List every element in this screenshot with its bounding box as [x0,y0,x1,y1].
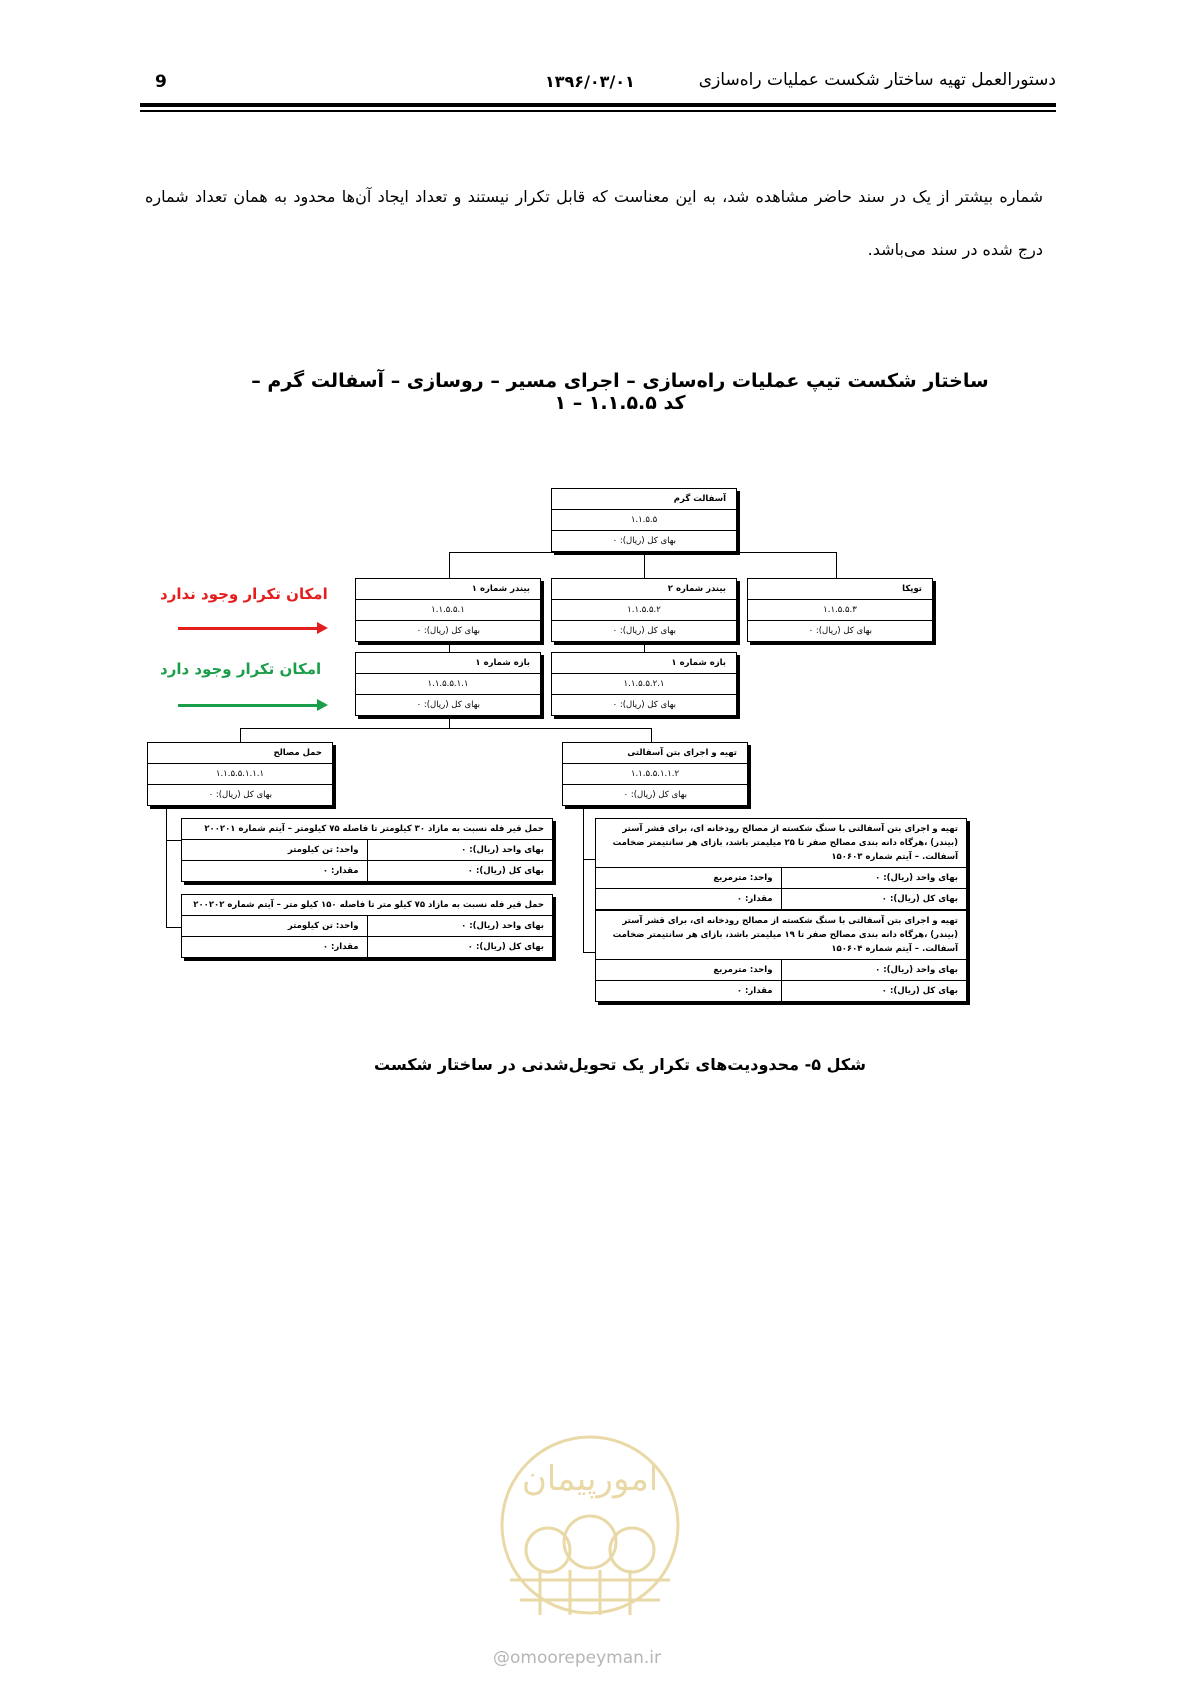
node-name: بازه شماره ۱ [552,653,736,674]
item-unit: واحد: مترمربع [713,965,773,975]
header-date: ۱۳۹۶/۰۳/۰۱ [545,72,635,91]
node-name: حمل مصالح [148,743,332,764]
item-total: بهای کل (ریال): ۰ [781,889,967,909]
node-cost: بهای کل (ریال): ۰ [808,626,872,636]
item-unit: واحد: تن کیلومتر [287,921,359,931]
wbs-item-2 [181,894,553,958]
watermark-logo-text: امورپیمان [521,1459,659,1499]
item-unit-price: بهای واحد (ریال): ۰ [781,868,967,888]
figure-title: ساختار شکست تیپ عملیات راه‌سازی – اجرای مسیر – روسازی – آسفالت گرم – کد ۱.۱.۵.۵ – ۱ [251,370,989,414]
node-name: توپکا [748,579,932,600]
page-number: 9 [155,72,167,92]
watermark-logo [470,1430,710,1620]
figure-caption: شکل ۵- محدودیت‌های تکرار یک تحویل‌شدنی در ساختار شکست [374,1055,866,1074]
item-description: تهیه و اجرای بتن آسفالتی با سنگ شکسته از مصالح رودخانه ای، برای قشر آستر (بیندر) ،هرگاه دانه بندی مصالح صفر تا ۱۹ میلیمتر باشد، بازای هر سانتیمتر ضخامت آسفالت. – آیتم شماره ۱۵۰۶۰۴ [596,911,966,960]
body-paragraph: شماره بیشتر از یک در سند حاضر مشاهده شد، به این معناست که قابل تکرار نیستند و تعداد ایجاد آن‌ها محدود به همان تعداد شماره درج شده در سند می‌باشد. [145,187,1043,259]
arrow-right-icon [178,704,318,707]
node-name: تهیه و اجرای بتن آسفالتی [563,743,747,764]
node-code: ۱.۱.۵.۵.۱ [356,600,540,621]
label-no-repeat: امکان تکرار وجود ندارد [160,585,328,603]
node-cost: بهای کل (ریال): ۰ [623,790,687,800]
item-description: حمل قیر فله نسبت به مازاد ۳۰ کیلومتر تا فاصله ۷۵ کیلومتر – آیتم شماره ۲۰۰۲۰۱ [182,819,552,840]
wbs-node-prep [562,742,748,806]
item-description: تهیه و اجرای بتن آسفالتی با سنگ شکسته از مصالح رودخانه ای، برای قشر آستر (بیندر) ،هرگاه دانه بندی مصالح صفر تا ۲۵ میلیمتر باشد، بازای هر سانتیمتر ضخامت آسفالت. – آیتم شماره ۱۵۰۶۰۳ [596,819,966,868]
item-qty: مقدار: ۰ [736,986,773,996]
wbs-node-topeka [747,578,933,642]
node-code: ۱.۱.۵.۵.۱.۱.۲ [563,764,747,785]
item-description: حمل قیر فله نسبت به مازاد ۷۵ کیلو متر تا فاصله ۱۵۰ کیلو متر – آیتم شماره ۲۰۰۲۰۲ [182,895,552,916]
label-repeat: امکان تکرار وجود دارد [160,660,322,678]
header-rule-thin [140,110,1056,112]
item-total: بهای کل (ریال): ۰ [367,937,553,957]
node-cost: بهای کل (ریال): ۰ [612,626,676,636]
item-qty: مقدار: ۰ [322,942,359,952]
node-name: آسفالت گرم [552,489,736,510]
node-cost: بهای کل (ریال): ۰ [612,700,676,710]
item-qty: مقدار: ۰ [736,894,773,904]
header-rule-thick [140,103,1056,107]
wbs-node-section-1a [355,652,541,716]
node-cost: بهای کل (ریال): ۰ [416,626,480,636]
watermark-text: @omoorepeyman.ir [493,1648,662,1668]
node-cost: بهای کل (ریال): ۰ [416,700,480,710]
node-code: ۱.۱.۵.۵.۳ [748,600,932,621]
item-qty: مقدار: ۰ [322,866,359,876]
item-unit: واحد: تن کیلومتر [287,845,359,855]
wbs-item-3 [595,818,967,910]
node-code: ۱.۱.۵.۵ [552,510,736,531]
item-unit: واحد: مترمربع [713,873,773,883]
node-name: بیندر شماره ۱ [356,579,540,600]
node-cost: بهای کل (ریال): ۰ [612,536,676,546]
node-name: بیندر شماره ۲ [552,579,736,600]
item-unit-price: بهای واحد (ریال): ۰ [781,960,967,980]
node-cost: بهای کل (ریال): ۰ [208,790,272,800]
node-code: ۱.۱.۵.۵.۲ [552,600,736,621]
node-name: بازه شماره ۱ [356,653,540,674]
header-title: دستورالعمل تهیه ساختار شکست عملیات راه‌سازی [698,70,1056,90]
wbs-node-binder-1 [355,578,541,642]
wbs-item-4 [595,910,967,1002]
node-code: ۱.۱.۵.۵.۲.۱ [552,674,736,695]
wbs-node-transport [147,742,333,806]
item-total: بهای کل (ریال): ۰ [367,861,553,881]
wbs-node-root [551,488,737,552]
arrow-right-icon [178,627,318,630]
item-total: بهای کل (ریال): ۰ [781,981,967,1001]
item-unit-price: بهای واحد (ریال): ۰ [367,840,553,860]
wbs-node-binder-2 [551,578,737,642]
wbs-item-1 [181,818,553,882]
node-code: ۱.۱.۵.۵.۱.۱ [356,674,540,695]
wbs-node-section-1b [551,652,737,716]
node-code: ۱.۱.۵.۵.۱.۱.۱ [148,764,332,785]
item-unit-price: بهای واحد (ریال): ۰ [367,916,553,936]
